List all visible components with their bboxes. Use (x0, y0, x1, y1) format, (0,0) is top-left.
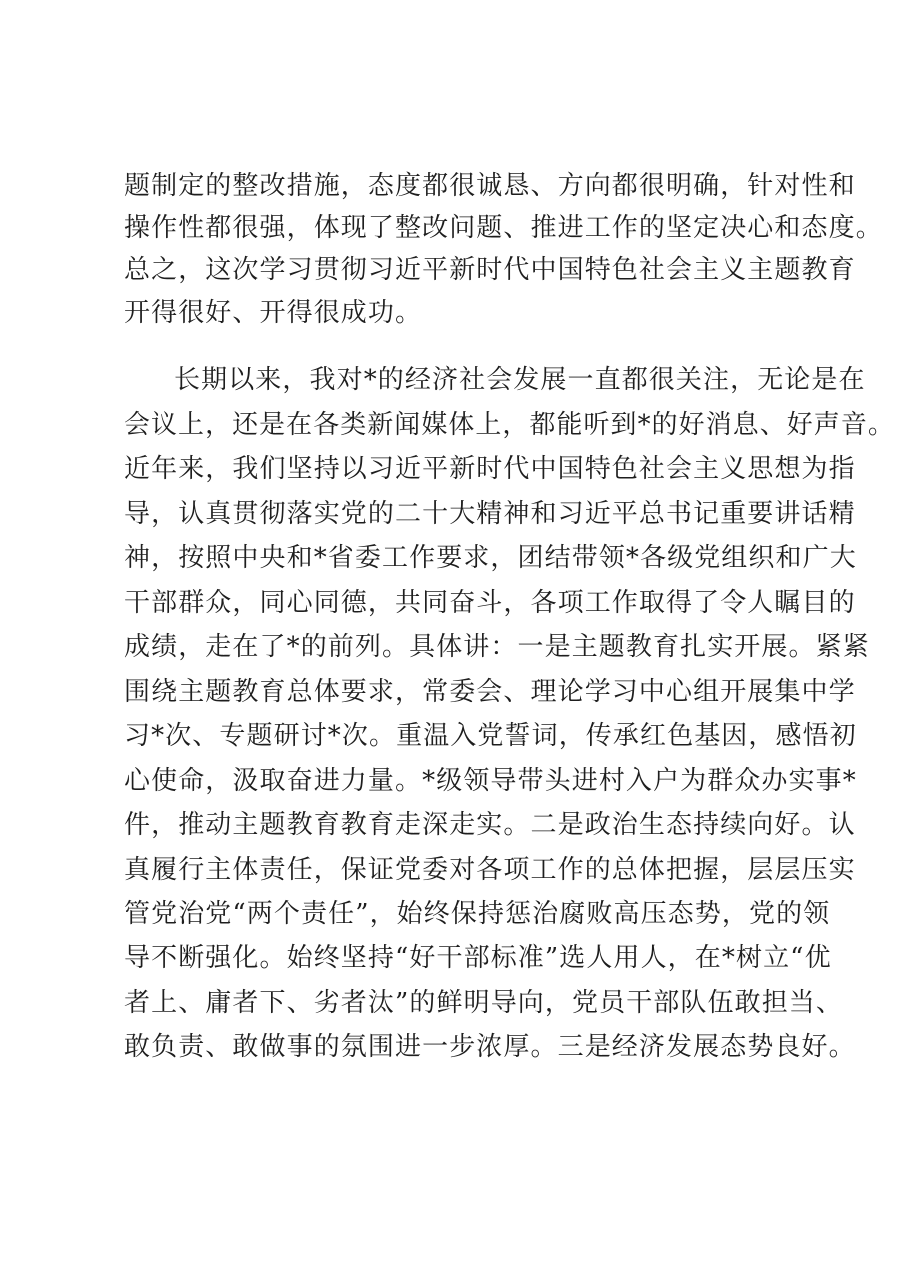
text-line: 敢负责、敢做事的氛围进一步浓厚。三是经济发展态势良好。 (124, 1032, 856, 1062)
text-line: 心使命，汲取奋进力量。*级领导带头进村入户为群众办实事* (124, 766, 857, 796)
text-line: 总之，这次学习贯彻习近平新时代中国特色社会主义主题教育 (124, 255, 856, 285)
text-line: 题制定的整改措施，态度都很诚恳、方向都很明确，针对性和 (124, 171, 856, 201)
text-line: 习*次、专题研讨*次。重温入党誓词，传承红色基因，感悟初 (124, 721, 857, 751)
text-line: 干部群众，同心同德，共同奋斗，各项工作取得了令人瞩目的 (124, 588, 856, 618)
text-line: 操作性都很强，体现了整改问题、推进工作的坚定决心和态度。 (124, 213, 883, 243)
text-line: 者上、庸者下、劣者汰”的鲜明导向，党员干部队伍敢担当、 (124, 988, 843, 1018)
text-line: 神，按照中央和*省委工作要求，团结带领*各级党组织和广大 (124, 543, 857, 573)
text-line: 围绕主题教育总体要求，常委会、理论学习中心组开展集中学 (124, 677, 856, 707)
text-line: 真履行主体责任，保证党委对各项工作的总体把握，层层压实 (124, 855, 856, 885)
text-line: 成绩，走在了*的前列。具体讲：一是主题教育扎实开展。紧紧 (124, 632, 870, 662)
text-line: 会议上，还是在各类新闻媒体上，都能听到*的好消息、好声音。 (124, 410, 895, 440)
text-line: 近年来，我们坚持以习近平新时代中国特色社会主义思想为指 (124, 454, 856, 484)
text-line: 件，推动主题教育教育走深走实。二是政治生态持续向好。认 (124, 810, 856, 840)
text-line: 管党治党“两个责任”，始终保持惩治腐败高压态势，党的领 (124, 899, 831, 929)
text-line: 开得很好、开得很成功。 (124, 298, 423, 328)
text-line: 导，认真贯彻落实党的二十大精神和习近平总书记重要讲话精 (124, 499, 856, 529)
text-line: 长期以来，我对*的经济社会发展一直都很关注，无论是在 (174, 365, 866, 395)
text-line: 导不断强化。始终坚持“好干部标准”选人用人，在*树立“优 (124, 943, 832, 973)
